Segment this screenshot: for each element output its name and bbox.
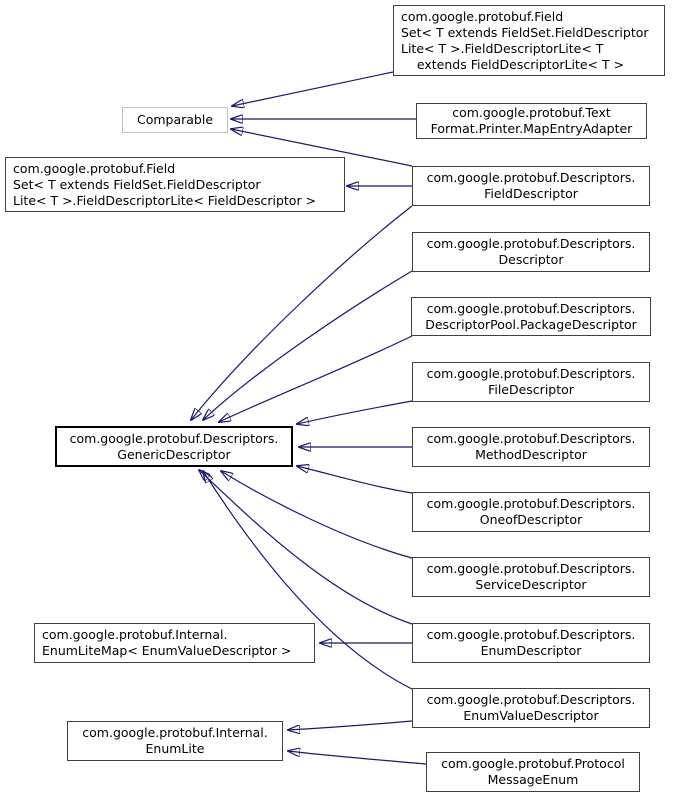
node-label-line: extends FieldDescriptorLite< T > (401, 56, 625, 72)
node-enum-value-descriptor[interactable] (412, 688, 650, 728)
node-oneof-descriptor[interactable] (412, 492, 650, 532)
node-descriptorpool-packagedescriptor[interactable] (411, 297, 651, 336)
node-label-line: com.google.protobuf.Descriptors. (426, 236, 636, 251)
node-label-line: com.google.protobuf.Text (452, 105, 611, 120)
node-label-line: com.google.protobuf.Protocol (441, 756, 625, 771)
node-label-line: GenericDescriptor (117, 446, 231, 462)
node-label-line: ServiceDescriptor (475, 577, 587, 592)
node-label-line: EnumValueDescriptor (463, 708, 599, 723)
node-comparable[interactable] (122, 107, 228, 133)
node-label-line: com.google.protobuf.Descriptors. (426, 366, 636, 381)
node-label-line: DescriptorPool.PackageDescriptor (425, 316, 637, 332)
node-label-line: FieldDescriptor (484, 186, 578, 201)
node-label-line: com.google.protobuf.Descriptors. (426, 561, 636, 576)
node-label-line: com.google.protobuf.Descriptors. (426, 170, 636, 185)
edge-enumdescriptor-to-genericdescriptor (199, 470, 412, 624)
node-label-line: OneofDescriptor (479, 512, 583, 527)
node-label-line: com.google.protobuf.Descriptors. (426, 692, 636, 707)
node-label-line: Lite< T >.FieldDescriptorLite< T (401, 40, 604, 56)
node-label-line: com.google.protobuf.Field (13, 160, 176, 176)
node-label-line: FileDescriptor (488, 382, 574, 397)
node-field-descriptor[interactable] (412, 166, 650, 206)
node-label-line: Set< T extends FieldSet.FieldDescriptor (401, 24, 649, 40)
node-label-line: com.google.protobuf.Descriptors. (69, 430, 279, 446)
node-service-descriptor[interactable] (412, 557, 650, 597)
node-label-line: Comparable (136, 112, 214, 127)
node-fieldset-fielddescriptorlite-fielddescriptor[interactable] (5, 157, 345, 212)
node-protocol-message-enum[interactable] (426, 752, 640, 792)
node-fieldset-t-fielddescriptorlite[interactable] (393, 5, 665, 76)
node-label-line: Lite< T >.FieldDescriptorLite< FieldDescriptor > (13, 192, 317, 208)
node-file-descriptor[interactable] (412, 362, 650, 402)
edge-servicedescriptor-to-genericdescriptor (221, 471, 412, 558)
node-label-line: MethodDescriptor (475, 447, 587, 462)
node-internal-enumlite[interactable] (67, 721, 283, 761)
node-label-line: Set< T extends FieldSet.FieldDescriptor (13, 176, 261, 192)
edge-enumvaluedescriptor-to-enumlite (288, 721, 412, 730)
edge-packagedescriptor-to-genericdescriptor (219, 336, 412, 422)
node-label-line: com.google.protobuf.Descriptors. (426, 300, 636, 316)
edge-fielddescriptor-to-genericdescriptor (191, 206, 412, 420)
edge-fieldset-t-to-comparable (232, 72, 393, 106)
node-enum-descriptor[interactable] (412, 623, 650, 663)
edge-descriptor-to-genericdescriptor (203, 271, 412, 420)
edge-filedescriptor-to-genericdescriptor (297, 401, 412, 424)
node-label-line: com.google.protobuf.Internal. (82, 725, 268, 740)
node-label-line: com.google.protobuf.Descriptors. (426, 496, 636, 511)
node-internal-enumlitemap[interactable] (34, 623, 315, 663)
node-descriptor[interactable] (412, 232, 650, 272)
node-label-line: MessageEnum (487, 772, 579, 787)
node-generic-descriptor[interactable] (55, 426, 293, 467)
node-label-line: EnumLite (145, 741, 205, 756)
node-label-line: com.google.protobuf.Field (401, 8, 564, 24)
node-label-line: EnumLiteMap< EnumValueDescriptor > (42, 643, 292, 658)
node-label-line: Format.Printer.MapEntryAdapter (430, 121, 633, 136)
node-label-line: com.google.protobuf.Internal. (42, 627, 228, 642)
node-textformat-printer-mapentryadapter[interactable] (416, 103, 647, 139)
node-label-line: com.google.protobuf.Descriptors. (426, 431, 636, 446)
edge-oneofdescriptor-to-genericdescriptor (297, 466, 412, 493)
node-label-line: Descriptor (498, 252, 564, 267)
node-method-descriptor[interactable] (412, 427, 650, 467)
edge-protocolmessageenum-to-enumlite (288, 751, 426, 764)
node-label-line: com.google.protobuf.Descriptors. (426, 627, 636, 642)
node-label-line: EnumDescriptor (480, 643, 582, 658)
